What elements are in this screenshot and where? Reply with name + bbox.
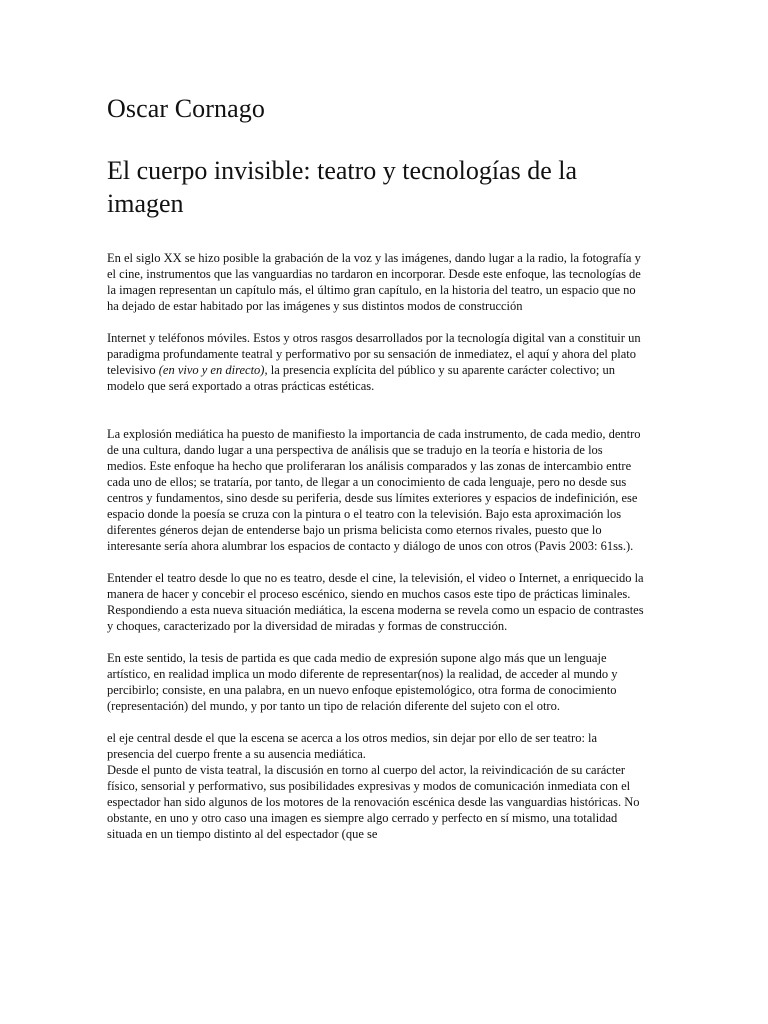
body-text bbox=[107, 250, 644, 842]
paragraph-2-italic-phrase: (en vivo y en directo), bbox=[158, 363, 268, 377]
paragraph-1: En el siglo XX se hizo posible la grabación de la voz y las imágenes, dando lugar a la radio, la fotografía y el cine, instrumentos que las vanguardias no tardaron en incorporar. Desde este enfoque, las tecnologías de la imagen representan un capítulo más, el último gran capítulo, en la historia del teatro, un espacio que no ha dejado de estar habitado por las imágenes y sus distintos modos de construcción bbox=[107, 251, 641, 313]
document-title: El cuerpo invisible: teatro y tecnologías de la imagen bbox=[107, 156, 578, 218]
paragraph-7: Desde el punto de vista teatral, la discusión en torno al cuerpo del actor, la reivindicación de su carácter físico, sensorial y performativo, sus posibilidades expresivas y modos de comunicación inmediata con el espectador han sido algunos de los motores de la renovación escénica desde las vanguardias históricas. No obstante, en uno y otro caso una imagen es siempre algo cerrado y perfecto en sí mismo, una totalidad situada en un tiempo distinto al del espectador (que se bbox=[107, 763, 640, 841]
paragraph-2-text-start: Internet y teléfonos móviles. Estos y otros rasgos desarrollados por la tecnología digital van a constituir un paradigma profundamente teatral y performativo por su sensación de inmediatez, el aquí y ahora del plato televisivo bbox=[107, 331, 641, 377]
paragraph-2-text-end: la presencia explícita del público y su aparente carácter colectivo; un modelo que será exportado a otras prácticas estéticas. bbox=[107, 363, 615, 393]
paragraph-6: el eje central desde el que la escena se acerca a los otros medios, sin dejar por ello de ser teatro: la presencia del cuerpo frente a su ausencia mediática. bbox=[107, 731, 598, 761]
author-name: Oscar Cornago bbox=[107, 94, 265, 123]
paragraph-3: La explosión mediática ha puesto de manifiesto la importancia de cada instrumento, de cada medio, dentro de una cultura, dando lugar a una perspectiva de análisis que se tradujo en la teoría e historia de los medios. Este enfoque ha hecho que proliferaran los análisis comparados y las zonas de intercambio entre cada uno de ellos; se trataría, por tanto, de llegar a un conocimiento de cada lenguaje, pero no desde sus centros y fundamentos, sino desde su periferia, desde sus límites exteriores y espacios de indefinición, ese espacio donde la poesía se cruza con la pintura o el teatro con la televisión. Bajo esta aproximación los diferentes géneros dejan de entenderse bajo un prisma belicista como eternos rivales, puesto que lo interesante sería ahora alumbrar los espacios de contacto y diálogo de unos con otros (Pavis 2003: 61ss.). bbox=[107, 427, 641, 553]
paragraph-5: En este sentido, la tesis de partida es que cada medio de expresión supone algo más que un lenguaje artístico, en realidad implica un modo diferente de representar(nos) la realidad, de acceder al mundo y percibirlo; consiste, en una palabra, en un nuevo enfoque epistemológico, otra forma de conocimiento (representación) del mundo, y por tanto un tipo de relación diferente del sujeto con el otro. bbox=[107, 651, 618, 713]
paragraph-2 bbox=[107, 330, 644, 394]
document-content bbox=[107, 93, 644, 842]
paragraph-4: Entender el teatro desde lo que no es teatro, desde el cine, la televisión, el video o Internet, a enriquecido la manera de hacer y concebir el proceso escénico, siendo en muchos casos este tipo de prácticas liminales. Respondiendo a esta nueva situación mediática, la escena moderna se revela como un espacio de contrastes y choques, caracterizado por la diversidad de miradas y formas de construcción. bbox=[107, 571, 644, 633]
